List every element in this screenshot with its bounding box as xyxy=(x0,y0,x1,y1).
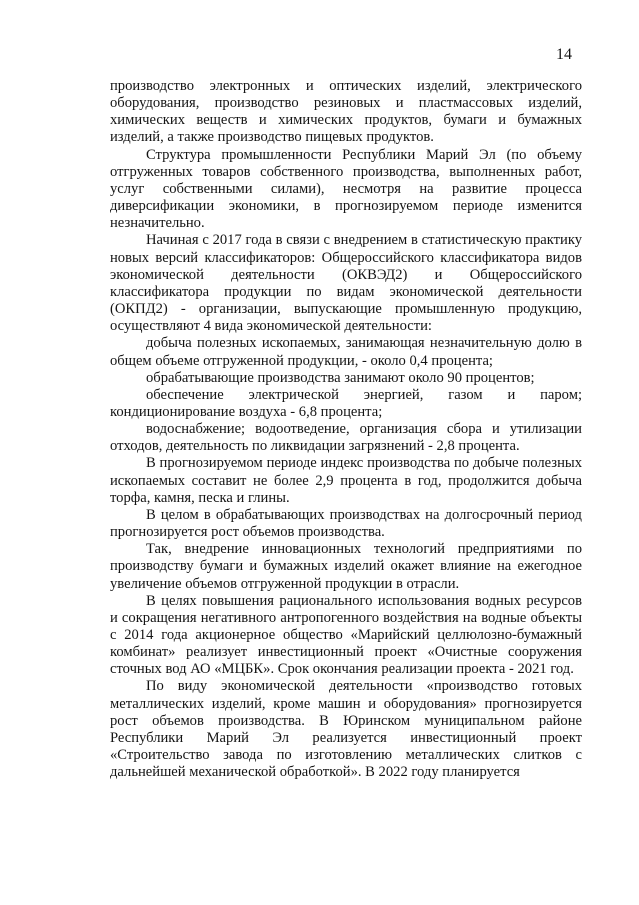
paragraph: Так, внедрение инновационных технологий предприятиями по производству бумаги и бумажных изделий окажет влияние на ежегодное увеличение объемов отгруженной продукции в отрасли. xyxy=(110,541,582,592)
document-body xyxy=(110,78,582,781)
paragraph: обеспечение электрической энергией, газом и паром; кондиционирование воздуха - 6,8 процента; xyxy=(110,386,582,420)
paragraph: В прогнозируемом периоде индекс производства по добыче полезных ископаемых составит не более 2,9 процента в год, продолжится добыча торфа, камня, песка и глины. xyxy=(110,455,582,506)
paragraph: водоснабжение; водоотведение, организация сбора и утилизации отходов, деятельность по ликвидации загрязнений - 2,8 процента. xyxy=(110,421,582,455)
paragraph: Структура промышленности Республики Марий Эл (по объему отгруженных товаров собственного производства, выполненных работ, услуг собственными силами), несмотря на развитие процесса диверсификации экономики, в прогнозируемом периоде изменится незначительно. xyxy=(110,146,582,232)
paragraph: производство электронных и оптических изделий, электрического оборудования, производство резиновых и пластмассовых изделий, химических веществ и химических продуктов, бумаги и бумажных изделий, а также производство пищевых продуктов. xyxy=(110,78,582,146)
page-number: 14 xyxy=(556,46,572,63)
paragraph: добыча полезных ископаемых, занимающая незначительную долю в общем объеме отгруженной продукции, - около 0,4 процента; xyxy=(110,335,582,369)
paragraph: По виду экономической деятельности «производство готовых металлических изделий, кроме машин и оборудования» прогнозируется рост объемов производства. В Юринском муниципальном районе Республики Марий Эл реализуется инвестиционный проект «Строительство завода по изготовлению металлических слитков с дальнейшей механической обработкой». В 2022 году планируется xyxy=(110,678,582,781)
paragraph: обрабатывающие производства занимают около 90 процентов; xyxy=(146,369,535,386)
paragraph: В целом в обрабатывающих производствах на долгосрочный период прогнозируется рост объемов производства. xyxy=(110,506,582,541)
paragraph: В целях повышения рационального использования водных ресурсов и сокращения негативного антропогенного воздействия на водные объекты с 2014 года акционерное общество «Марийский целлюлозно-бумажный комбинат» реализует инвестиционный проект «Очистные сооружения сточных вод АО «МЦБК». Срок окончания реализации проекта - 2021 год. xyxy=(110,592,582,678)
paragraph: Начиная с 2017 года в связи с внедрением в статистическую практику новых версий классификаторов: Общероссийского классификатора видов экономической деятельности (ОКВЭД2) и Общероссийского классификатора продукции по видам экономической деятельности (ОКПД2) - организации, выпускающие промышленную продукцию, осуществляют 4 вида экономической деятельности: xyxy=(110,232,582,335)
